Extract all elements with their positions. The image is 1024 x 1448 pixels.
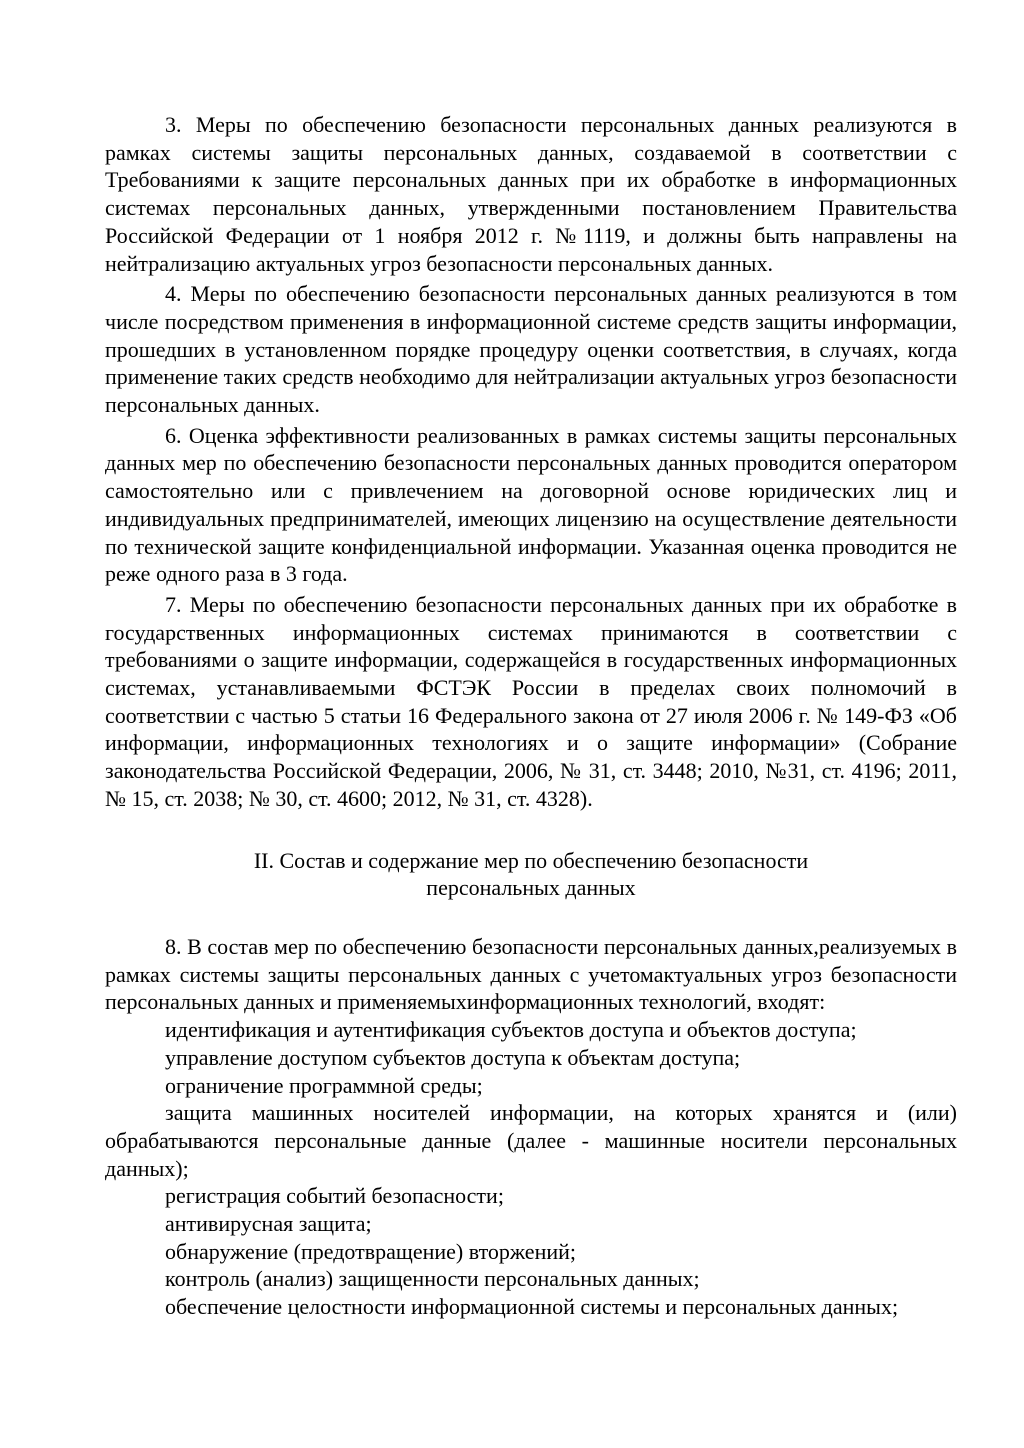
- spacer: [105, 816, 957, 847]
- paragraph-8: 8. В состав мер по обеспечению безопасности персональных данных,реализуемых в рамках системы защиты персональных данных с учетомактуальных угроз безопасности персональных данных и применяемыхинформационных технологий, входят:: [105, 933, 957, 1015]
- measure-item: обеспечение целостности информационной системы и персональных данных;: [165, 1294, 899, 1320]
- measure-item: управление доступом субъектов доступа к объектам доступа;: [165, 1044, 741, 1070]
- spacer: [105, 902, 957, 933]
- measure-item: ограничение программной среды;: [165, 1072, 483, 1098]
- measure-item: антивирусная защита;: [165, 1211, 372, 1237]
- section-heading-line-2: персональных данных: [426, 875, 636, 901]
- measure-item: обнаружение (предотвращение) вторжений;: [165, 1238, 576, 1264]
- paragraph-7: 7. Меры по обеспечению безопасности персональных данных при их обработке в государственных информационных системах принимаются в соответствии с требованиями о защите информации, содержащейся в государственных информационных системах, устанавливаемыми ФСТЭК России в пределах своих полномочий в соответствии с частью 5 статьи 16 Федерального закона от 27 июля 2006 г. № 149-ФЗ «Об информации, информационных технологиях и о защите информации» (Собрание законодательства Российской Федерации, 2006, № 31, ст. 3448; 2010, №31, ст. 4196; 2011, № 15, ст. 2038; № 30, ст. 4600; 2012, № 31, ст. 4328).: [105, 591, 957, 811]
- section-heading: [105, 847, 957, 902]
- document-body: [105, 111, 957, 1321]
- paragraph-4: 4. Меры по обеспечению безопасности персональных данных реализуются в том числе посредством применения в информационной системе средств защиты информации, прошедших в установленном порядке процедуру оценки соответствия, в случаях, когда применение таких средств необходимо для нейтрализации актуальных угроз безопасности персональных данных.: [105, 281, 957, 418]
- paragraph-6: 6. Оценка эффективности реализованных в рамках системы защиты персональных данных мер по обеспечению безопасности персональных данных проводится оператором самостоятельно или с привлечением на договорной основе юридических лиц и индивидуальных предпринимателей, имеющих лицензию на осуществление деятельности по технической защите конфиденциальной информации. Указанная оценка проводится не реже одного раза в 3 года.: [105, 422, 957, 587]
- measure-item: контроль (анализ) защищенности персональных данных;: [165, 1266, 700, 1292]
- measure-item: идентификация и аутентификация субъектов доступа и объектов доступа;: [165, 1017, 857, 1043]
- measure-item: регистрация событий безопасности;: [165, 1183, 504, 1209]
- section-heading-line-1: II. Состав и содержание мер по обеспечению безопасности: [253, 847, 809, 873]
- measure-item: защита машинных носителей информации, на которых хранятся и (или) обрабатываются персональные данные (далее - машинные носители персональных данных);: [105, 1100, 957, 1181]
- paragraph-3: 3. Меры по обеспечению безопасности персональных данных реализуются в рамках системы защиты персональных данных, создаваемой в соответствии с Требованиями к защите персональных данных при их обработке в информационных системах персональных данных, утвержденными постановлением Правительства Российской Федерации от 1 ноября 2012 г. №1119, и должны быть направлены на нейтрализацию актуальных угроз безопасности персональных данных.: [105, 112, 957, 276]
